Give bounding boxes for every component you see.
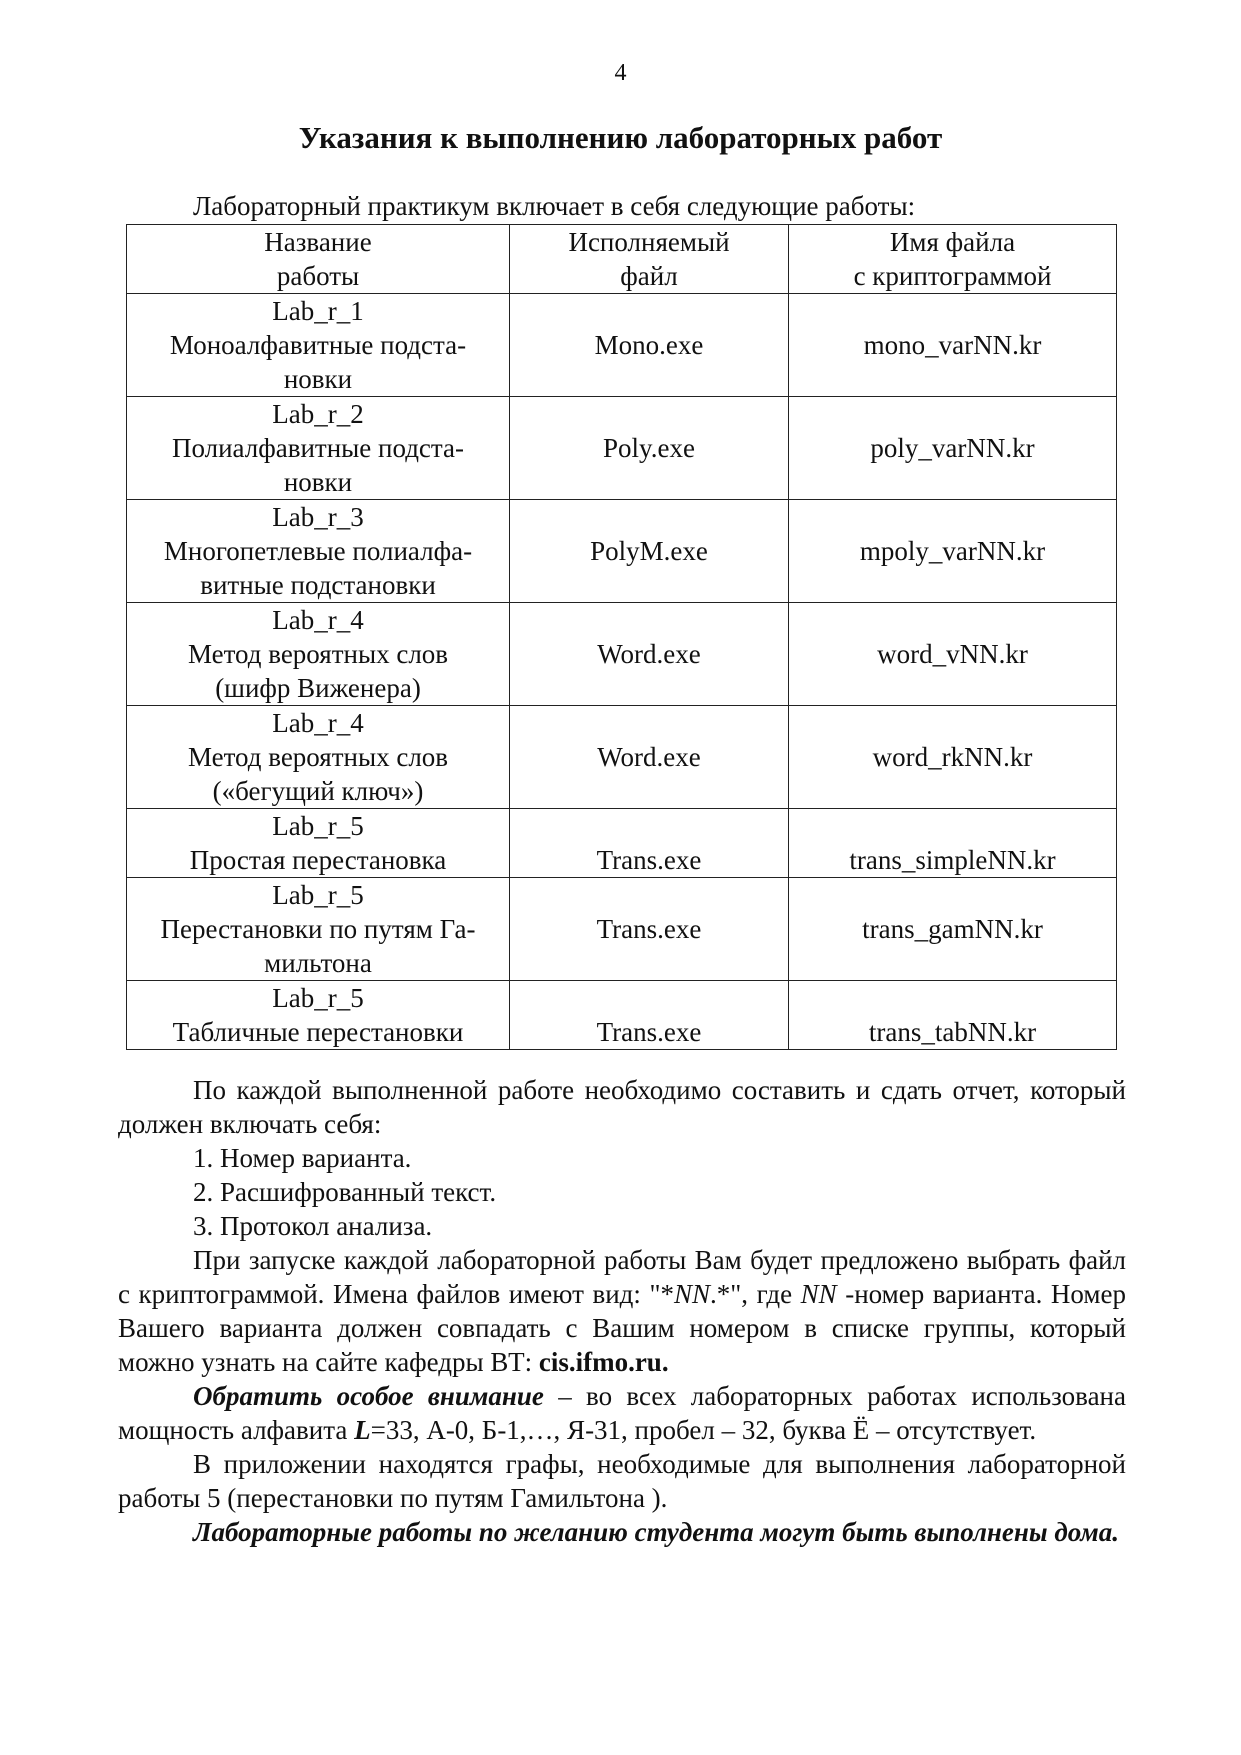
report-item: 1. Номер варианта. <box>193 1143 412 1173</box>
executable-cell: Trans.exe <box>510 981 789 1050</box>
file-cell: poly_varNN.kr <box>789 397 1117 500</box>
attention-paragraph: Обратить особое внимание – во всех лабораторных работах использована мощность алфавита L=33, А-0, Б-1,…, Я-31, пробел – 32, буква Ё – отсутствует. <box>118 1381 1126 1445</box>
body-text <box>118 1073 1126 1549</box>
page-title: Указания к выполнению лабораторных работ <box>298 120 943 155</box>
table-row <box>127 603 1117 706</box>
file-cell: mono_varNN.kr <box>789 294 1117 397</box>
lab-name-cell: Lab_r_1 Моноалфавитные подста- новки <box>127 294 510 397</box>
table-row <box>127 809 1117 878</box>
lab-name-cell: Lab_r_2 Полиалфавитные подста- новки <box>127 397 510 500</box>
report-paragraph: По каждой выполненной работе необходимо составить и сдать отчет, который должен включать себя: <box>118 1075 1126 1139</box>
lab-name-cell: Lab_r_5 Простая перестановка <box>127 809 510 878</box>
lab-name-cell: Lab_r_4 Метод вероятных слов («бегущий ключ») <box>127 706 510 809</box>
file-cell: mpoly_varNN.kr <box>789 500 1117 603</box>
executable-cell: Poly.exe <box>510 397 789 500</box>
appendix-paragraph: В приложении находятся графы, необходимые для выполнения лабораторной работы 5 (перестановки по путям Гамильтона ). <box>118 1449 1126 1513</box>
table-row <box>127 397 1117 500</box>
table-row <box>127 878 1117 981</box>
site-address: cis.ifmo.ru. <box>538 1347 669 1377</box>
executable-cell: Word.exe <box>510 706 789 809</box>
attention-lead: Обратить особое внимание <box>193 1381 544 1411</box>
page-number: 4 <box>614 60 627 86</box>
executable-cell: Mono.exe <box>510 294 789 397</box>
lab-name-cell: Lab_r_4 Метод вероятных слов (шифр Виженера) <box>127 603 510 706</box>
table-row <box>127 500 1117 603</box>
file-cell: trans_gamNN.kr <box>789 878 1117 981</box>
table-row <box>127 981 1117 1050</box>
table-row <box>127 294 1117 397</box>
table-row <box>127 706 1117 809</box>
lab-name-cell: Lab_r_5 Табличные перестановки <box>127 981 510 1050</box>
labs-table <box>126 224 1117 1050</box>
executable-cell: Trans.exe <box>510 809 789 878</box>
file-cell: trans_tabNN.kr <box>789 981 1117 1050</box>
header-executable: Исполняемый файл <box>510 225 789 294</box>
header-lab-name: Название работы <box>127 225 510 294</box>
lab-name-cell: Lab_r_3 Многопетлевые полиалфа- витные подстановки <box>127 500 510 603</box>
file-cell: trans_simpleNN.kr <box>789 809 1117 878</box>
file-cell: word_rkNN.kr <box>789 706 1117 809</box>
report-item: 3. Протокол анализа. <box>193 1211 433 1241</box>
home-note: Лабораторные работы по желанию студента могут быть выполнены дома. <box>193 1517 1119 1547</box>
executable-cell: Word.exe <box>510 603 789 706</box>
header-cryptogram-file: Имя файла с криптограммой <box>789 225 1117 294</box>
file-cell: word_vNN.kr <box>789 603 1117 706</box>
lab-name-cell: Lab_r_5 Перестановки по путям Га- мильтона <box>127 878 510 981</box>
table-header-row <box>127 225 1117 294</box>
table-intro: Лабораторный практикум включает в себя следующие работы: <box>193 191 916 221</box>
executable-cell: PolyM.exe <box>510 500 789 603</box>
executable-cell: Trans.exe <box>510 878 789 981</box>
report-item: 2. Расшифрованный текст. <box>193 1177 497 1207</box>
launch-paragraph: При запуске каждой лабораторной работы Вам будет предложено выбрать файл с криптограммой. Имена файлов имеют вид: "*NN.*", где NN -номер варианта. Номер Вашего варианта должен совпадать с Вашим номером в списке группы, который можно узнать на сайте кафедры ВТ: cis.ifmo.ru. <box>118 1245 1126 1377</box>
